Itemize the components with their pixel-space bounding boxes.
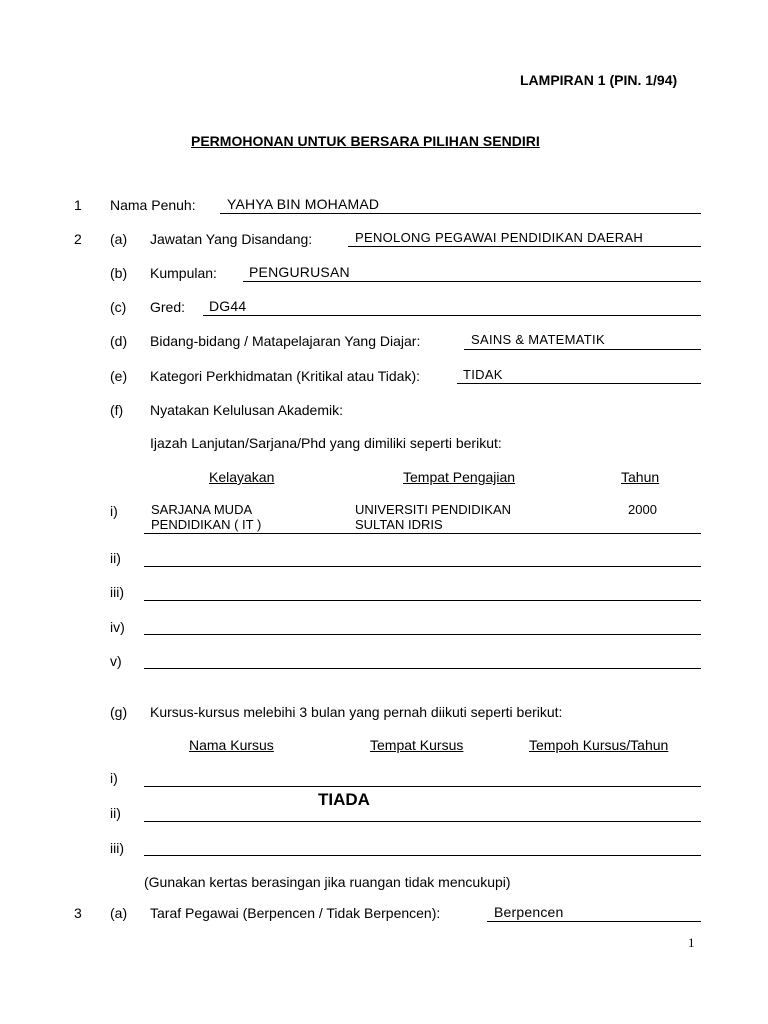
q2c-label: Gred: (150, 299, 186, 315)
q2g-stamp-tiada: TIADA (318, 790, 370, 809)
q2f-row-roman: iii) (110, 584, 124, 600)
q2d-label: Bidang-bidang / Matapelajaran Yang Diajar: (150, 333, 421, 349)
page-number: 1 (688, 935, 695, 950)
q2g-note: (Gunakan kertas berasingan jika ruangan tidak mencukupi) (144, 874, 511, 890)
q2a-underline (348, 246, 701, 247)
q3-number: 3 (74, 905, 82, 921)
q2g-row3-blank-line[interactable] (144, 855, 701, 856)
q1-underline (220, 213, 701, 214)
q2g-label: Kursus-kursus melebihi 3 bulan yang pernah diikuti seperti berikut: (150, 704, 563, 720)
q2d-underline (464, 349, 701, 350)
q2f-row-roman: v) (110, 653, 122, 669)
q2d-value[interactable]: SAINS & MATEMATIK (471, 332, 605, 347)
q2g-header-tempat: Tempat Kursus (370, 737, 464, 753)
q2b-label: Kumpulan: (150, 265, 217, 281)
q2g-header-tempoh: Tempoh Kursus/Tahun (529, 737, 669, 753)
lampiran-label: LAMPIRAN 1 (PIN. 1/94) (520, 72, 678, 88)
q2f-row-roman: i) (110, 503, 118, 519)
q2g-row2-blank-line[interactable] (144, 821, 701, 822)
q2f-row2-blank-line[interactable] (144, 566, 701, 567)
q1-number: 1 (74, 197, 82, 213)
q2f-row1-tempat-line2[interactable]: SULTAN IDRIS (355, 517, 443, 532)
q2f-tag: (f) (110, 402, 124, 418)
q1-label: Nama Penuh: (110, 197, 196, 213)
q2-number: 2 (74, 231, 82, 247)
q2f-sublabel: Ijazah Lanjutan/Sarjana/Phd yang dimiliki seperti berikut: (150, 435, 502, 451)
q2f-row1-kelayakan-line1[interactable]: SARJANA MUDA (151, 502, 253, 517)
q3a-label: Taraf Pegawai (Berpencen / Tidak Berpencen): (150, 905, 441, 921)
q2f-row-roman: iv) (110, 619, 125, 635)
q2e-label: Kategori Perkhidmatan (Kritikal atau Tidak): (150, 368, 421, 384)
q2f-row3-blank-line[interactable] (144, 600, 701, 601)
q2f-row1-tempat-line1[interactable]: UNIVERSITI PENDIDIKAN (355, 502, 512, 517)
q2e-underline (457, 383, 701, 384)
q2a-tag: (a) (110, 231, 128, 247)
q2b-value[interactable]: PENGURUSAN (249, 264, 350, 280)
q2g-row-roman: iii) (110, 840, 124, 856)
q2g-row1-blank-line[interactable] (144, 786, 701, 787)
q2f-label: Nyatakan Kelulusan Akademik: (150, 402, 343, 418)
q2a-label: Jawatan Yang Disandang: (150, 231, 313, 247)
q2d-tag: (d) (110, 333, 128, 349)
q2f-header-kelayakan: Kelayakan (209, 469, 275, 485)
form-title: PERMOHONAN UNTUK BERSARA PILIHAN SENDIRI (191, 133, 540, 149)
q2b-underline (243, 281, 701, 282)
q3a-value[interactable]: Berpencen (494, 904, 564, 920)
q2f-row1-kelayakan-line2[interactable]: PENDIDIKAN ( IT ) (151, 517, 262, 532)
q2e-tag: (e) (110, 368, 128, 384)
q1-value[interactable]: YAHYA BIN MOHAMAD (227, 196, 380, 212)
q2f-row5-blank-line[interactable] (144, 668, 701, 669)
q2g-row-roman: i) (110, 770, 118, 786)
q2f-row-roman: ii) (110, 550, 121, 566)
q3a-tag: (a) (110, 905, 128, 921)
q2g-header-nama: Nama Kursus (189, 737, 274, 753)
q2f-row4-blank-line[interactable] (144, 634, 701, 635)
q2b-tag: (b) (110, 265, 128, 281)
q2g-tag: (g) (110, 704, 128, 720)
q2c-underline (203, 315, 701, 316)
q2a-value[interactable]: PENOLONG PEGAWAI PENDIDIKAN DAERAH (355, 230, 644, 245)
q2e-value[interactable]: TIDAK (463, 367, 503, 382)
q2f-header-tahun: Tahun (621, 469, 660, 485)
q2c-tag: (c) (110, 299, 127, 315)
q3a-underline (487, 921, 701, 922)
q2f-header-tempat: Tempat Pengajian (403, 469, 516, 485)
q2g-row-roman: ii) (110, 805, 121, 821)
q2f-row1-underline (144, 533, 701, 534)
q2f-row1-tahun[interactable]: 2000 (628, 502, 657, 517)
q2c-value[interactable]: DG44 (209, 298, 247, 314)
